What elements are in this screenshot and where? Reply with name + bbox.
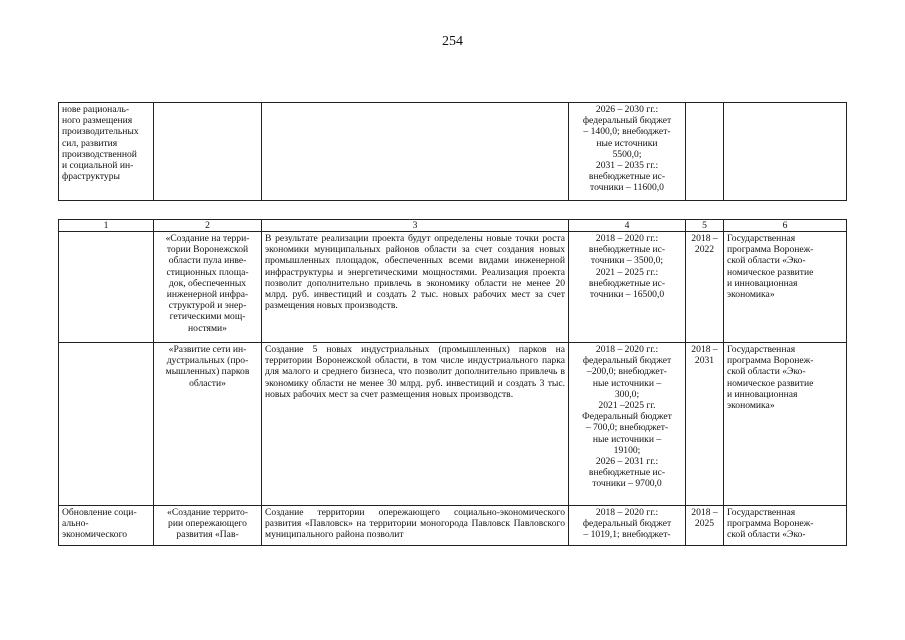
row2-funding: 2018 – 2020 гг.: федеральный бюджет –200,0; внебюджет- ные источники – 300,0; 2021 –2025 гг. Федеральный бюджет – 700,0; внебюджет- ные источники – 19100; 2026 – 2031 гг.: внебюджетные ис- точники – 9700,0 bbox=[569, 343, 686, 506]
page-number: 254 bbox=[442, 34, 463, 49]
row3-description: Создание территории опережающего социально-экономического развития «Павловск» на территории моногорода Павловск Павловского муниципального района позволит bbox=[262, 506, 569, 546]
row1-description: В результате реализации проекта будут определены новые точки роста экономики муниципальных районов области за счет создания новых промышленных площадок, обеспеченных всеми видами инженерной инфраструктуры и энергетическими мощностями. Реализация проекта позволит дополнительно привлечь в экономику области не менее 20 млрд. руб. инвестиций и создать 2 тыс. новых рабочих мест за счет размещения новых производств. bbox=[262, 232, 569, 343]
continuation-cell-2 bbox=[154, 103, 262, 201]
continuation-table bbox=[58, 102, 847, 201]
continuation-cell-3 bbox=[262, 103, 569, 201]
row3-funding: 2018 – 2020 гг.: федеральный бюджет – 1019,1; внебюджет- bbox=[569, 506, 686, 546]
row1-project-name: «Создание на терри- тории Воронежской области пула инве- стиционных площа- док, обеспеченных инженерной инфра- структурой и энер- гетическими мощ- ностями» bbox=[154, 232, 262, 343]
continuation-cell-6 bbox=[724, 103, 847, 201]
table-row bbox=[59, 506, 847, 546]
table-row bbox=[59, 232, 847, 343]
header-col-2: 2 bbox=[154, 220, 262, 232]
header-col-6: 6 bbox=[724, 220, 847, 232]
table-row bbox=[59, 343, 847, 506]
row1-program: Государственная программа Воронеж- ской области «Эко- номическое развитие и инновационная экономика» bbox=[724, 232, 847, 343]
row3-project-name: «Создание террито- рии опережающего развития «Пав- bbox=[154, 506, 262, 546]
row1-period: 2018 – 2022 bbox=[686, 232, 724, 343]
table-header-row bbox=[59, 220, 847, 232]
row3-task: Обновление соци- ально- экономического bbox=[59, 506, 154, 546]
row1-col1 bbox=[59, 232, 154, 343]
row2-col1 bbox=[59, 343, 154, 506]
header-col-4: 4 bbox=[569, 220, 686, 232]
row3-program: Государственная программа Воронеж- ской области «Эко- bbox=[724, 506, 847, 546]
row2-project-name: «Развитие сети ин- дустриальных (про- мышленных) парков области» bbox=[154, 343, 262, 506]
row3-period: 2018 – 2025 bbox=[686, 506, 724, 546]
row1-funding: 2018 – 2020 гг.: внебюджетные ис- точники – 3500,0; 2021 – 2025 гг.: внебюджетные ис- точники – 16500,0 bbox=[569, 232, 686, 343]
header-col-1: 1 bbox=[59, 220, 154, 232]
continuation-cell-1: нове рациональ- ного размещения производительных сил, развития производственной и социальной ин- фраструктуры bbox=[59, 103, 154, 201]
projects-table bbox=[58, 219, 847, 546]
row2-program: Государственная программа Воронеж- ской области «Эко- номическое развитие и инновационная экономика» bbox=[724, 343, 847, 506]
header-col-3: 3 bbox=[262, 220, 569, 232]
row2-description: Создание 5 новых индустриальных (промышленных) парков на территории Воронежской области, в том числе индустриального парка для малого и среднего бизнеса, что позволит дополнительно привлечь в экономику области не менее 30 млрд. руб. инвестиций и создать 3 тыс. новых рабочих мест за счет размещения новых производств. bbox=[262, 343, 569, 506]
continuation-cell-4: 2026 – 2030 гг.: федеральный бюджет – 1400,0; внебюджет- ные источники 5500,0; 2031 – 2035 гг.: внебюджетные ис- точники – 11600,0 bbox=[569, 103, 686, 201]
header-col-5: 5 bbox=[686, 220, 724, 232]
row2-period: 2018 – 2031 bbox=[686, 343, 724, 506]
continuation-cell-5 bbox=[686, 103, 724, 201]
